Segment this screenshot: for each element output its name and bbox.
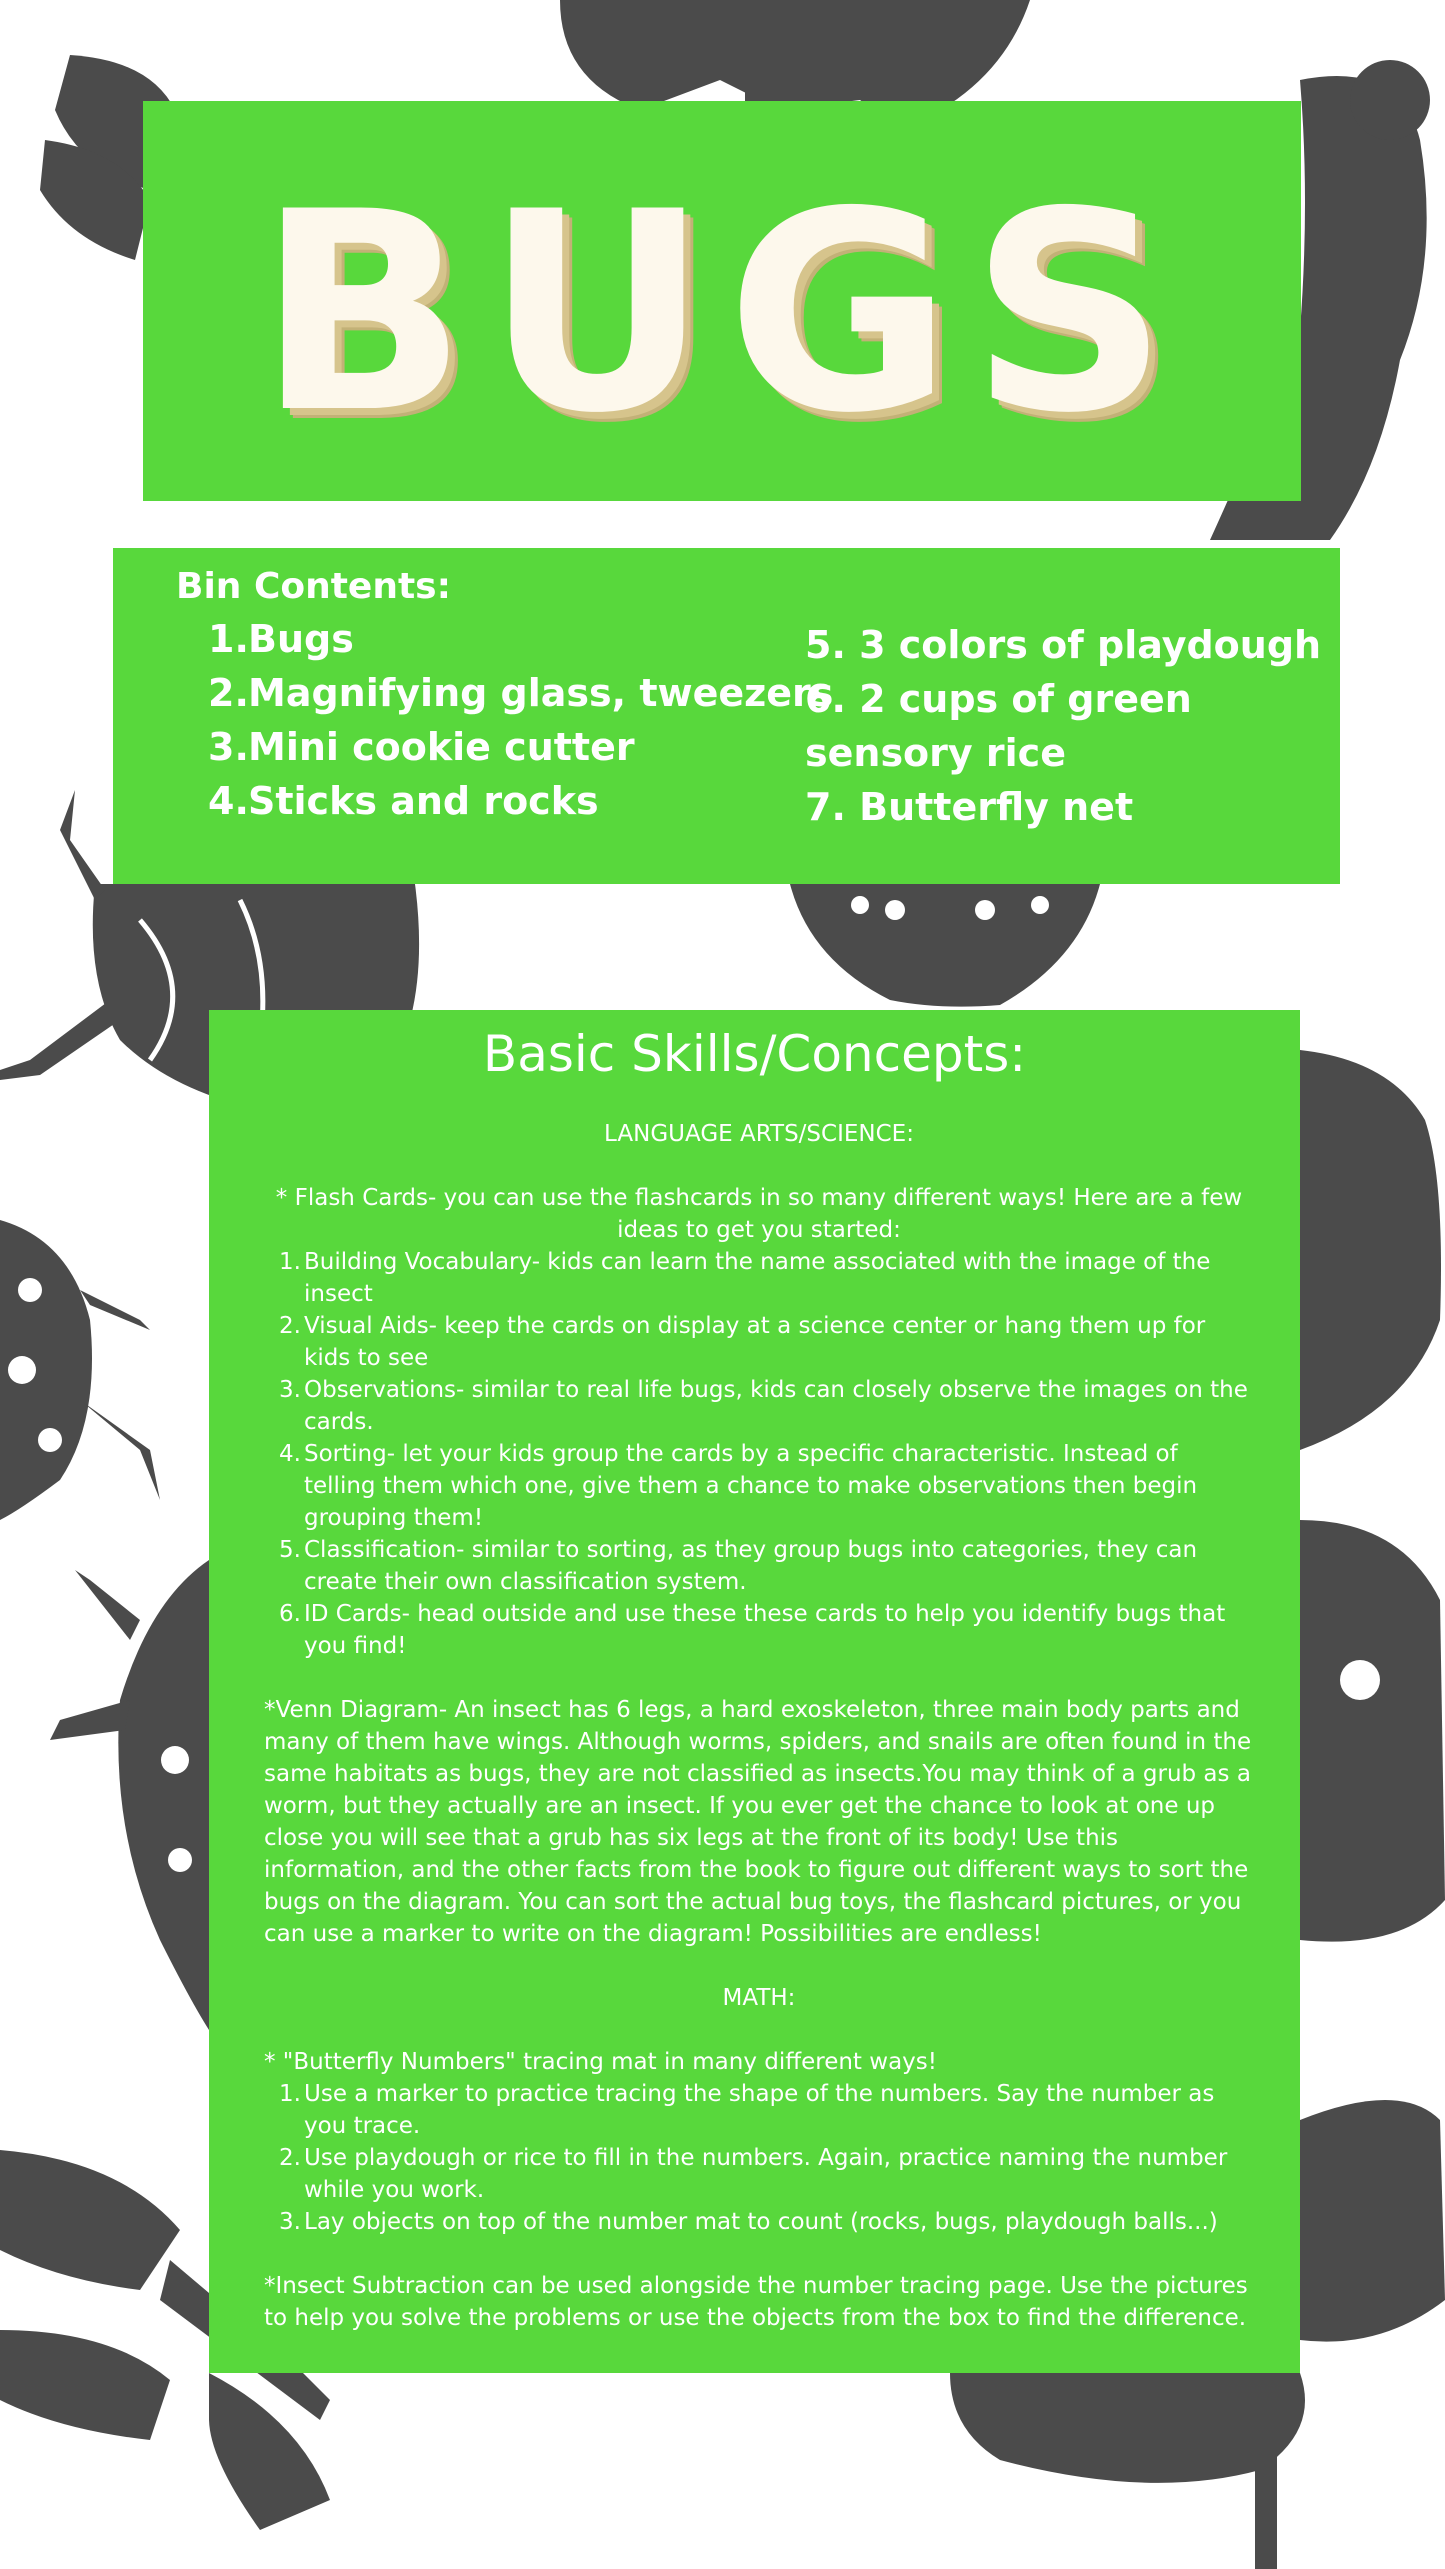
bin-contents-heading: Bin Contents: [176,566,452,607]
title-banner [143,101,1301,501]
skills-heading: Basic Skills/Concepts: [482,1025,1027,1083]
list-item: 2. Use playdough or rice to fill in the numbers. Again, practice naming the number while you work. [279,2145,1228,2203]
math-activities-list [264,2078,1254,2238]
bin-contents-list-right [805,618,1325,834]
right-beetle-icon [1300,1050,1445,1942]
large-ladybug-icon [50,1560,209,2030]
list-item: 6. 2 cups of green sensory rice [805,677,1192,775]
list-item: 5. Classification- similar to sorting, as they group bugs into categories, they can create their own classification system. [279,1537,1198,1595]
butterfly-numbers-intro: * "Butterfly Numbers" tracing mat in many different ways! [264,2049,937,2075]
page-title: BUGS [257,153,1187,473]
bin-contents-panel [113,548,1340,884]
center-moth-icon [790,884,1100,1007]
list-item: 1.Bugs [208,617,354,661]
list-item: 6. ID Cards- head outside and use these these cards to help you identify bugs that you find! [279,1601,1226,1659]
flash-cards-intro: * Flash Cards- you can use the flashcards in so many different ways! Here are a few ideas to get you started: [275,1185,1243,1243]
ladybug-icon [0,1220,160,1520]
list-item: 4.Sticks and rocks [208,779,599,823]
venn-diagram-paragraph: *Venn Diagram- An insect has 6 legs, a hard exoskeleton, three main body parts and many of them have wings. Although worms, spiders, and snails are often found in the same habitats as bugs, they are not classified as insects.You may think of a grub as a worm, but they actually are an insect. If you ever get the chance to look at one up close you will see that a grub has six legs at the front of its body! Use this information, and the other facts from the book to figure out different ways to sort the bugs on the diagram. You can sort the actual bug toys, the flashcard pictures, or you can use a marker to write on the diagram! Possibilities are endless! [264,1697,1252,1947]
list-item: 1. Building Vocabulary- kids can learn the name associated with the image of the insect [279,1249,1211,1307]
language-arts-heading: LANGUAGE ARTS/SCIENCE: [604,1121,914,1147]
flash-cards-list [264,1246,1254,1662]
list-item: 4. Sorting- let your kids group the cards by a specific characteristic. Instead of telling them which one, give them a chance to make observations then begin grouping them! [279,1441,1198,1531]
skills-panel [209,1010,1300,2373]
list-item: 2. Visual Aids- keep the cards on display at a science center or hang them up for kids to see [279,1313,1206,1371]
list-item: 2.Magnifying glass, tweezers [208,671,834,715]
list-item: 7. Butterfly net [805,785,1134,829]
skills-body [264,1118,1254,2334]
list-item: 5. 3 colors of playdough [805,623,1322,667]
list-item: 1. Use a marker to practice tracing the shape of the numbers. Say the number as you trace. [279,2081,1215,2139]
math-heading: MATH: [722,1985,796,2011]
list-item: 3.Mini cookie cutter [208,725,635,769]
bin-contents-list-left [208,612,833,828]
list-item: 3. Lay objects on top of the number mat to count (rocks, bugs, playdough balls...) [279,2209,1218,2235]
insect-subtraction-paragraph: *Insect Subtraction can be used alongside the number tracing page. Use the pictures to help you solve the problems or use the objects from the box to find the difference. [264,2273,1248,2331]
list-item: 3. Observations- similar to real life bugs, kids can closely observe the images on the cards. [279,1377,1248,1435]
